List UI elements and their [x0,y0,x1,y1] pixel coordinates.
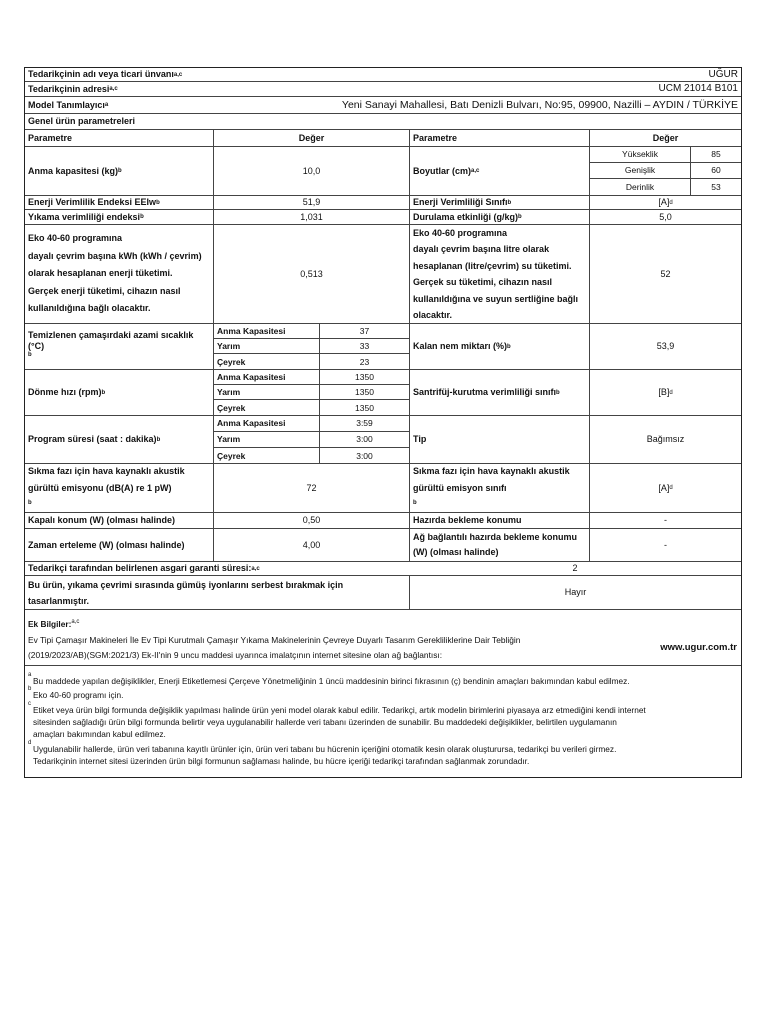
general-params-row [25,114,741,130]
eei-value: 51,9 [213,196,409,209]
extra-info-line-1: Ev Tipi Çamaşır Makineleri İle Ev Tipi Kurutmalı Çamaşır Yıkama Makinelerinin Çevreye Duyarlı Tasarım Gerekliliklerine Dair Tebliğin [28,635,521,645]
load-name: Yarım [217,434,241,445]
noise-class-label: Sıkma fazı için hava kaynaklı akustik gürültü emisyon sınıfı $^b$ [409,464,589,512]
spin-full-row [214,370,409,385]
noise-label: Sıkma fazı için hava kaynaklı akustik gürültü emisyonu (dB(A) re 1 pW) $^b$ [28,465,185,506]
footnote-c: c Etiket veya ürün bilgi formunda değişiklik yapılması halinde ürün yeni model olarak kabul edilir. Tedarikçi, artık modelin birimlerini piyasaya arz etmediğini kendi internet sitesinden sağladığı ürün bilgi formunda belirtir veya uygulanabilir hallerde veri tabanı üzerinden de sunabilir. Bu maddedeki değişiklikler, belirtilen uygulamanın amaçları bakımından kabul edilmez. [28,704,735,740]
load-name: Çeyrek [217,450,246,461]
load-value: 1350 [319,400,409,416]
dimensions-label: Boyutlar (cm) a,c [409,147,589,195]
type-label: Tip [409,416,589,463]
duration-half-row [214,432,409,448]
load-value: 1350 [319,385,409,399]
max-temp-half-row [214,339,409,354]
footnote-a: a Bu maddede yapılan değişiklikler, Enerji Etiketlemesi Çerçeve Yönetmeliğinin 1 üncü maddesinin birinci fıkrasının (ç) bendinin amaçları bakımından kabul edilmez. [28,675,735,687]
load-name: Çeyrek [217,402,246,413]
model-value: Yeni Sanayi Mahallesi, Batı Denizli Bulvarı, No:95, 09900, Nazilli – AYDIN / TÜRKİYE [341,98,738,111]
extra-info-line-2: (2019/2023/AB)(SGM:2021/3) Ek-II'nin 9 uncu maddesi uyarınca imalatçının internet sitesine olan ağ bağlantısı: [28,650,443,660]
dimensions-subtable [589,147,741,195]
footnote-text: Eko 40-60 programı için. [33,690,124,700]
supplier-row [25,68,741,82]
duration-label: Program süresi (saat : dakika) b [28,434,161,445]
moisture-value: 53,9 [589,324,741,369]
supplier-value: UĞUR [708,68,738,80]
dimension-width-row [590,163,741,179]
capacity-label: Anma kapasitesi (kg) b [28,165,122,176]
load-value: 33 [319,339,409,353]
moisture-label: Kalan nem miktarı (%) b [409,324,589,369]
footnote-text: Etiket veya ürün bilgi formunda değişiklik yapılması halinde ürün yeni model olarak kabul edilir. Tedarikçi, artık modelin birimlerini piyasaya arz etmediğini kendi internet [33,705,646,715]
dimension-name: Yükseklik [622,149,658,160]
type-value: Bağımsız [589,416,741,463]
rinse-label: Durulama etkinliği (g/kg) b [409,210,589,224]
duration-quarter-row [214,448,409,464]
warranty-label: Tedarikçi tarafından belirlenen asgari garanti süresi: a,c [28,563,260,574]
noise-value: 72 [213,464,409,512]
max-temp-full-row [214,324,409,339]
eco-water-value: 52 [589,225,741,323]
dimension-name: Genişlik [624,165,656,176]
address-row [25,82,741,97]
silver-ions-row [25,576,741,610]
dimension-height-row [590,147,741,163]
duration-subtable [213,416,409,463]
spin-class-label: Santrifüj-kurutma verimliliği sınıfı b [409,370,589,415]
wash-index-label: Yıkama verimliliği endeksi b [28,211,144,222]
eco-energy-label: Eko 40-60 programına dayalı çevrim başına kWh (kWh / çevrim) olarak hesaplanan enerji tüketimi. Gerçek enerji tüketimi, cihazın nasıl kullanıldığına bağlı olacaktır. [28,233,202,314]
spin-half-row [214,385,409,400]
dimension-value: 60 [690,163,741,178]
capacity-row [25,147,741,196]
off-mode-label: Kapalı konum (W) (olması halinde) [28,515,176,526]
delay-row [25,529,741,562]
off-mode-value: 0,50 [213,513,409,528]
dimension-name: Derinlik [625,182,655,193]
eei-label: Enerji Verimlilik Endeksi EEIw b [28,197,160,208]
load-value: 3:00 [319,432,409,447]
load-value: 3:00 [319,448,409,464]
spin-quarter-row [214,400,409,416]
rinse-value: 5,0 [589,210,741,224]
wash-index-row [25,210,741,225]
load-name: Anma Kapasitesi [217,418,286,429]
param-header-right: Parametre [409,130,589,146]
address-label: Tedarikçinin adresi a,c [28,83,118,94]
standby-label: Hazırda bekleme konumu [409,513,589,528]
manufacturer-website-link[interactable]: www.ugur.com.tr [660,642,737,653]
footnote-b: b Eko 40-60 programı için. [28,689,735,701]
noise-row [25,464,741,513]
spin-row [25,370,741,416]
delay-label: Zaman erteleme (W) (olması halinde) [28,539,185,550]
load-value: 37 [319,324,409,338]
dimension-value: 85 [690,147,741,162]
load-value: 1350 [319,370,409,384]
load-name: Yarım [217,340,241,351]
duration-row [25,416,741,464]
eei-row [25,196,741,210]
dimension-depth-row [590,179,741,196]
footnote-text: Uygulanabilir hallerde, ürün veri tabanına kayıtlı ürünler için, ürün veri tabanı bu hücrenin içeriğini otomatik kesin olarak oluşturursa, tedarikçi bu verileri girmez. [33,744,617,754]
dimension-value: 53 [690,179,741,196]
load-name: Çeyrek [217,356,246,367]
max-temp-label: Temizlenen çamaşırdaki azami sıcaklık (°C) $^b$ [28,330,194,358]
energy-class-value: [A] d [589,196,741,209]
spin-label: Dönme hızı (rpm) b [28,387,106,398]
warranty-value: 2 [572,563,578,574]
standby-value: - [589,513,741,528]
param-header-left: Parametre [28,132,73,143]
warranty-row [25,562,741,576]
eco-energy-value: 0,513 [213,225,409,323]
capacity-value: 10,0 [213,147,409,195]
spin-class-value: [B] d [589,370,741,415]
silver-ions-label: Bu ürün, yıkama çevrimi sırasında gümüş iyonlarını serbest bırakmak için tasarlanmıştır. [28,579,344,606]
extra-info-row [25,610,741,666]
load-value: 3:59 [319,416,409,431]
duration-full-row [214,416,409,432]
max-temp-quarter-row [214,354,409,370]
footnote-text: amaçları bakımından kabul edilmez. [33,729,166,739]
max-temp-row [25,324,741,370]
eco-consumption-row [25,225,741,324]
energy-class-label: Enerji Verimliliği Sınıfı b [409,196,589,209]
model-row [25,97,741,114]
load-name: Anma Kapasitesi [217,371,286,382]
wash-index-value: 1,031 [213,210,409,224]
max-temp-subtable [213,324,409,369]
value-header-right: Değer [589,130,741,146]
noise-class-value: [A] d [589,464,741,512]
column-header-row [25,130,741,147]
footnote-d: d Uygulanabilir hallerde, ürün veri tabanına kayıtlı ürünler için, ürün veri tabanı bu hücrenin içeriğini otomatik kesin olarak oluşturursa, tedarikçi bu verileri girmez. Tedarikçinin internet sitesi üzerinden ürün bilgi formunun sağlaması halinde, bu hücre içeriği tedarikçi tarafından sağlanmak zorundadır. [28,743,735,767]
footnotes [25,666,741,777]
footnote-text: Tedarikçinin internet sitesi üzerinden ürün bilgi formunun sağlaması halinde, bu hücre içeriği tedarikçi tarafından sağlanmak zorundadır. [33,756,530,766]
load-name: Anma Kapasitesi [217,325,286,336]
general-params-label: Genel ürün parametreleri [28,116,136,127]
load-name: Yarım [217,386,241,397]
extra-info-title: Ek Bilgiler:$^{a,c}$ [28,619,80,629]
off-mode-row [25,513,741,529]
load-value: 23 [319,354,409,370]
footnote-text: Bu maddede yapılan değişiklikler, Enerji Etiketlemesi Çerçeve Yönetmeliğinin 1 üncü maddesinin birinci fıkrasının (ç) bendinin amaçları bakımından kabul edilmez. [33,676,630,686]
address-value: UCM 21014 B101 [658,83,738,94]
delay-value: 4,00 [213,529,409,561]
supplier-label: Tedarikçinin adı veya ticari ünvanı a,c [28,69,183,80]
value-header-left: Değer [213,130,409,146]
eco-water-label: Eko 40-60 programına dayalı çevrim başına litre olarak hesaplanan (litre/çevrim) su tüketimi. Gerçek su tüketimi, cihazın nasıl kullanıldığına ve suyun sertliğine bağlı olacaktır. [409,225,589,323]
model-label: Model Tanımlayıcı a [28,99,109,110]
spin-subtable [213,370,409,415]
network-standby-label: Ağ bağlantılı hazırda bekleme konumu (W) (olması halinde) [409,529,589,561]
footnote-text: sitesinden sağladığı ürün bilgi formunda belirtir veya uygulanabilir hallerde veri tabanı üzerinden de sunabilir. Bu maddedeki değişiklikler, belirtilen uygulamanın [33,717,617,727]
product-information-sheet [24,67,742,778]
network-standby-value: - [589,529,741,561]
silver-ions-value: Hayır [409,576,741,609]
